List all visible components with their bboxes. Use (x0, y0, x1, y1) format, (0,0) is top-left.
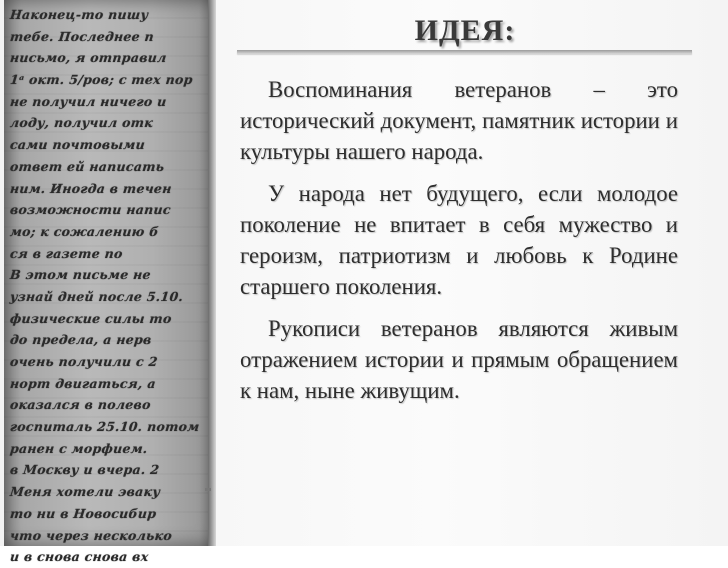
slide-body (240, 74, 678, 417)
manuscript-line: мо; к сожалению б (9, 223, 160, 239)
manuscript-line: В этом письме не (9, 267, 152, 283)
manuscript-line: нисьмо, я отправил (9, 50, 168, 66)
manuscript-line: узнай дней после 5.10. (9, 288, 185, 304)
manuscript-line: оказался в полево (9, 397, 152, 413)
manuscript-line: лоду, получил отк (9, 115, 154, 131)
paragraph-manuscripts: Рукописи ветеранов являются живым отражением истории и прямым обращением к нам, ныне живущим. (240, 316, 678, 403)
manuscript-line: норт двигаться, а (9, 375, 157, 391)
manuscript-line: в Москву и вчера. 2 (9, 462, 161, 478)
manuscript-line: сами почтовыми (9, 137, 146, 153)
manuscript-line: возможности напис (9, 202, 172, 218)
manuscript-line: ним. Иногда в течен (9, 180, 173, 196)
manuscript-line: не получил ничего и (9, 93, 168, 109)
slide-title: ИДЕЯ: (414, 14, 516, 47)
manuscript-edge (208, 0, 216, 546)
manuscript-line: ответ ей написать (9, 158, 166, 174)
manuscript-line: Наконец-то пишу (9, 7, 150, 22)
manuscript-line: очень получили с 2 (9, 354, 159, 369)
manuscript-line: Меня хотели эваку (9, 484, 161, 500)
manuscript-line: и в снова снова вх (9, 549, 150, 565)
manuscript-line: до предела, а нерв (9, 332, 153, 348)
manuscript-line: ранен с морфием. (9, 440, 149, 456)
manuscript-line: физические силы то (9, 310, 173, 326)
paragraph-memories: Воспоминания ветеранов – это исторический документ, памятник истории и культуры нашего народа. (240, 77, 678, 164)
manuscript-photo (4, 0, 216, 565)
manuscript-line: что через несколько (9, 527, 173, 543)
photo-corner-mark (205, 488, 211, 491)
manuscript-line: то ни в Новосибир (9, 505, 158, 521)
title-divider (237, 50, 692, 54)
manuscript-line: госпиталь 25.10. потом (9, 419, 201, 435)
manuscript-handwriting (9, 4, 206, 565)
manuscript-line: 1ᵃ окт. 5/ров; с тех пор (9, 72, 194, 88)
manuscript-line: тебе. Последнее п (9, 28, 155, 44)
manuscript-line: ся в газете по (9, 245, 124, 261)
paragraph-future: У народа нет будущего, если молодое поколение не впитает в себя мужество и героизм, патриотизм и любовь к Родине старшего поколения. (240, 181, 678, 299)
